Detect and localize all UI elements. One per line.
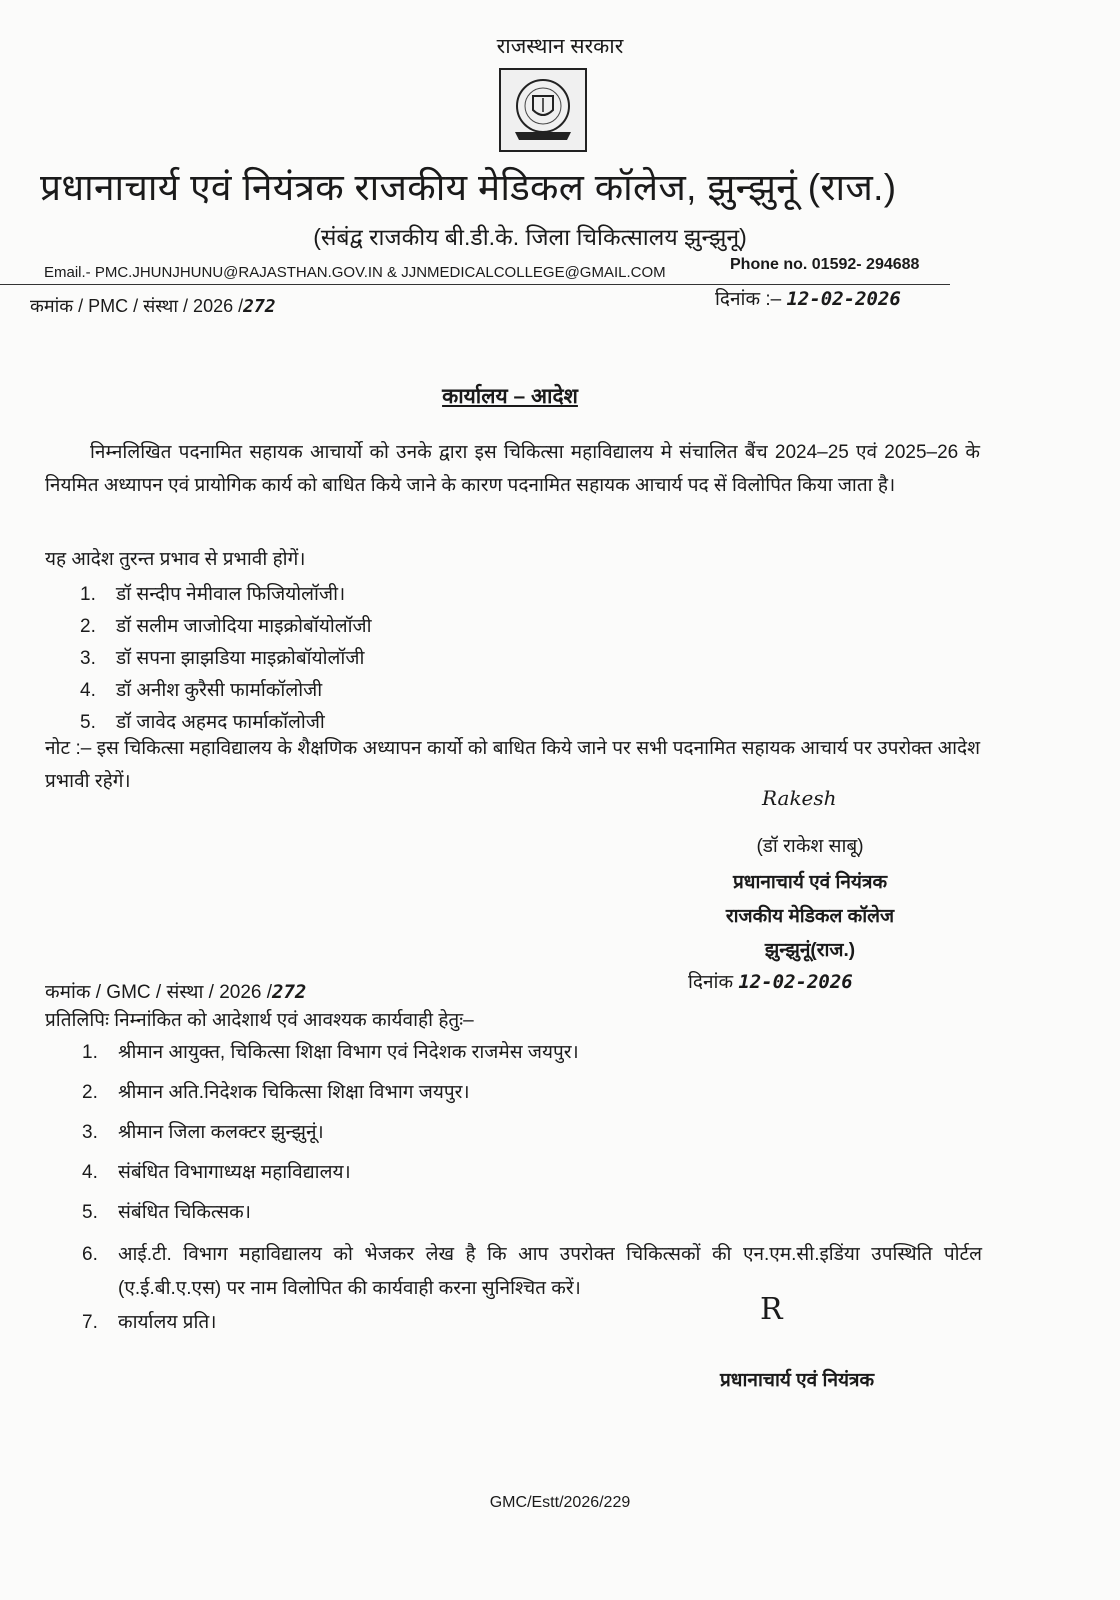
- signatory-place: झुन्झुनूं(राज.): [764, 940, 856, 961]
- list-number: 7.: [82, 1312, 98, 1333]
- list-item: [80, 612, 372, 644]
- list-number: 3.: [80, 648, 96, 669]
- list-item: [80, 580, 372, 612]
- reference-printed: कमांक / PMC / संस्था / 2026 /: [30, 296, 244, 316]
- list-text: डॉ जावेद अहमद फार्माकॉलोजी: [116, 712, 325, 733]
- recipient-list: [82, 1038, 982, 1348]
- reference-printed: कमांक / GMC / संस्था / 2026 /: [45, 982, 273, 1003]
- signature-scribble: Rakesh: [762, 786, 837, 810]
- college-emblem-icon: [499, 68, 587, 152]
- signatory-designation-2: प्रधानाचार्य एवं नियंत्रक: [720, 1370, 875, 1391]
- emblem-graphic: [501, 70, 585, 150]
- signatory-college: राजकीय मेडिकल कॉलेज: [725, 906, 895, 927]
- signature-date: [688, 968, 853, 994]
- reference-handwritten: 272: [272, 981, 307, 1003]
- signatory-name: (डॉ राकेश साबू): [756, 836, 864, 857]
- order-note: नोट :– इस चिकित्सा महाविद्यालय के शैक्षणिक अध्यापन कार्यो को बाधित किये जाने पर सभी पदनामित सहायक आचार्य पर उपरोक्त आदेश प्रभावी रहेगें।: [45, 738, 980, 792]
- order-paragraph-text: निम्नलिखित पदनामित सहायक आचार्यो को उनके द्वारा इस चिकित्सा महाविद्यालय मे संचालित बैंच 2024–25 एवं 2025–26 के नियमित अध्यापन एवं प्रायोगिक कार्य को बाधित किये जाने के कारण पदनामित सहायक आचार्य पद सें विलोपित किया जाता है।: [45, 442, 980, 496]
- list-number: 1.: [80, 584, 96, 605]
- faculty-list: [80, 580, 372, 740]
- list-item: [82, 1118, 982, 1158]
- list-item: [82, 1078, 982, 1118]
- issue-date: [715, 285, 901, 311]
- date-handwritten: 12-02-2026: [786, 288, 901, 310]
- institution-subtitle: (संबंद्व राजकीय बी.डी.के. जिला चिकित्सालय झुन्झुनू): [313, 224, 747, 250]
- order-effect: यह आदेश तुरन्त प्रभाव से प्रभावी होगें।: [45, 549, 306, 570]
- signature-initial: R: [760, 1292, 783, 1327]
- list-item: [80, 644, 372, 676]
- institution-title: प्रधानाचार्य एवं नियंत्रक राजकीय मेडिकल कॉलेज, झुन्झुनूं (राज.): [40, 167, 897, 208]
- copy-intro: प्रतिलिपिः निम्नांकित को आदेशार्थ एवं आवश्यक कार्यवाही हेतुः–: [45, 1010, 474, 1031]
- list-text: श्रीमान जिला कलक्टर झुन्झुनूं।: [118, 1122, 324, 1143]
- footer-reference: GMC/Estt/2026/229: [489, 1494, 631, 1511]
- list-item: [82, 1038, 982, 1078]
- list-text: डॉ सलीम जाजोदिया माइक्रोबॉयोलॉजी: [116, 616, 372, 637]
- reference-handwritten: 272: [243, 296, 276, 317]
- list-number: 2.: [82, 1082, 98, 1103]
- list-item: [82, 1158, 982, 1198]
- government-label: राजस्थान सरकार: [496, 35, 624, 58]
- date-label: दिनांक :–: [715, 289, 782, 310]
- date-label: दिनांक: [688, 972, 734, 993]
- list-number: 5.: [82, 1202, 98, 1223]
- list-item: [80, 676, 372, 708]
- date-handwritten: 12-02-2026: [738, 971, 853, 993]
- list-text: डॉ सन्दीप नेमीवाल फिजियोलॉजी।: [116, 584, 346, 605]
- signatory-designation: प्रधानाचार्य एवं नियंत्रक: [732, 872, 888, 893]
- list-text: संबंधित चिकित्सक।: [118, 1202, 251, 1223]
- list-text: श्रीमान अति.निदेशक चिकित्सा शिक्षा विभाग जयपुर।: [118, 1082, 470, 1103]
- list-number: 2.: [80, 616, 96, 637]
- list-number: 4.: [82, 1162, 98, 1183]
- list-text: संबंधित विभागाध्यक्ष महाविद्यालय।: [118, 1162, 351, 1183]
- list-text: श्रीमान आयुक्त, चिकित्सा शिक्षा विभाग एवं निदेशक राजमेस जयपुर।: [118, 1042, 579, 1063]
- list-number: 3.: [82, 1122, 98, 1143]
- order-heading-text: कार्यालय – आदेश: [442, 385, 578, 408]
- list-number: 4.: [80, 680, 96, 701]
- list-number: 6.: [82, 1244, 98, 1265]
- list-item: [82, 1198, 982, 1238]
- contact-phone: Phone no. 01592- 294688: [730, 256, 920, 273]
- copy-reference-number: [45, 978, 306, 1004]
- list-text: डॉ अनीश कुरैसी फार्माकॉलोजी: [116, 680, 323, 701]
- order-paragraph: [45, 436, 980, 502]
- list-item: [82, 1308, 982, 1348]
- list-number: 1.: [82, 1042, 98, 1063]
- list-item: [82, 1238, 982, 1308]
- contact-email: Email.- PMC.JHUNJHUNU@RAJASTHAN.GOV.IN & JJNMEDICALCOLLEGE@GMAIL.COM: [44, 264, 666, 281]
- reference-number: [30, 294, 276, 318]
- list-text: डॉ सपना झाझडिया माइक्रोबॉयोलॉजी: [116, 648, 365, 669]
- list-text: आई.टी. विभाग महाविद्यालय को भेजकर लेख है कि आप उपरोक्त चिकित्सकों की एन.एम.सी.इडिंया उपस्थिति पोर्टल (ए.ई.बी.ए.एस) पर नाम विलोपित की कार्यवाही करना सुनिश्चित करें।: [118, 1244, 982, 1299]
- list-number: 5.: [80, 712, 96, 733]
- order-heading: [0, 382, 1020, 410]
- list-text: कार्यालय प्रति।: [118, 1312, 217, 1333]
